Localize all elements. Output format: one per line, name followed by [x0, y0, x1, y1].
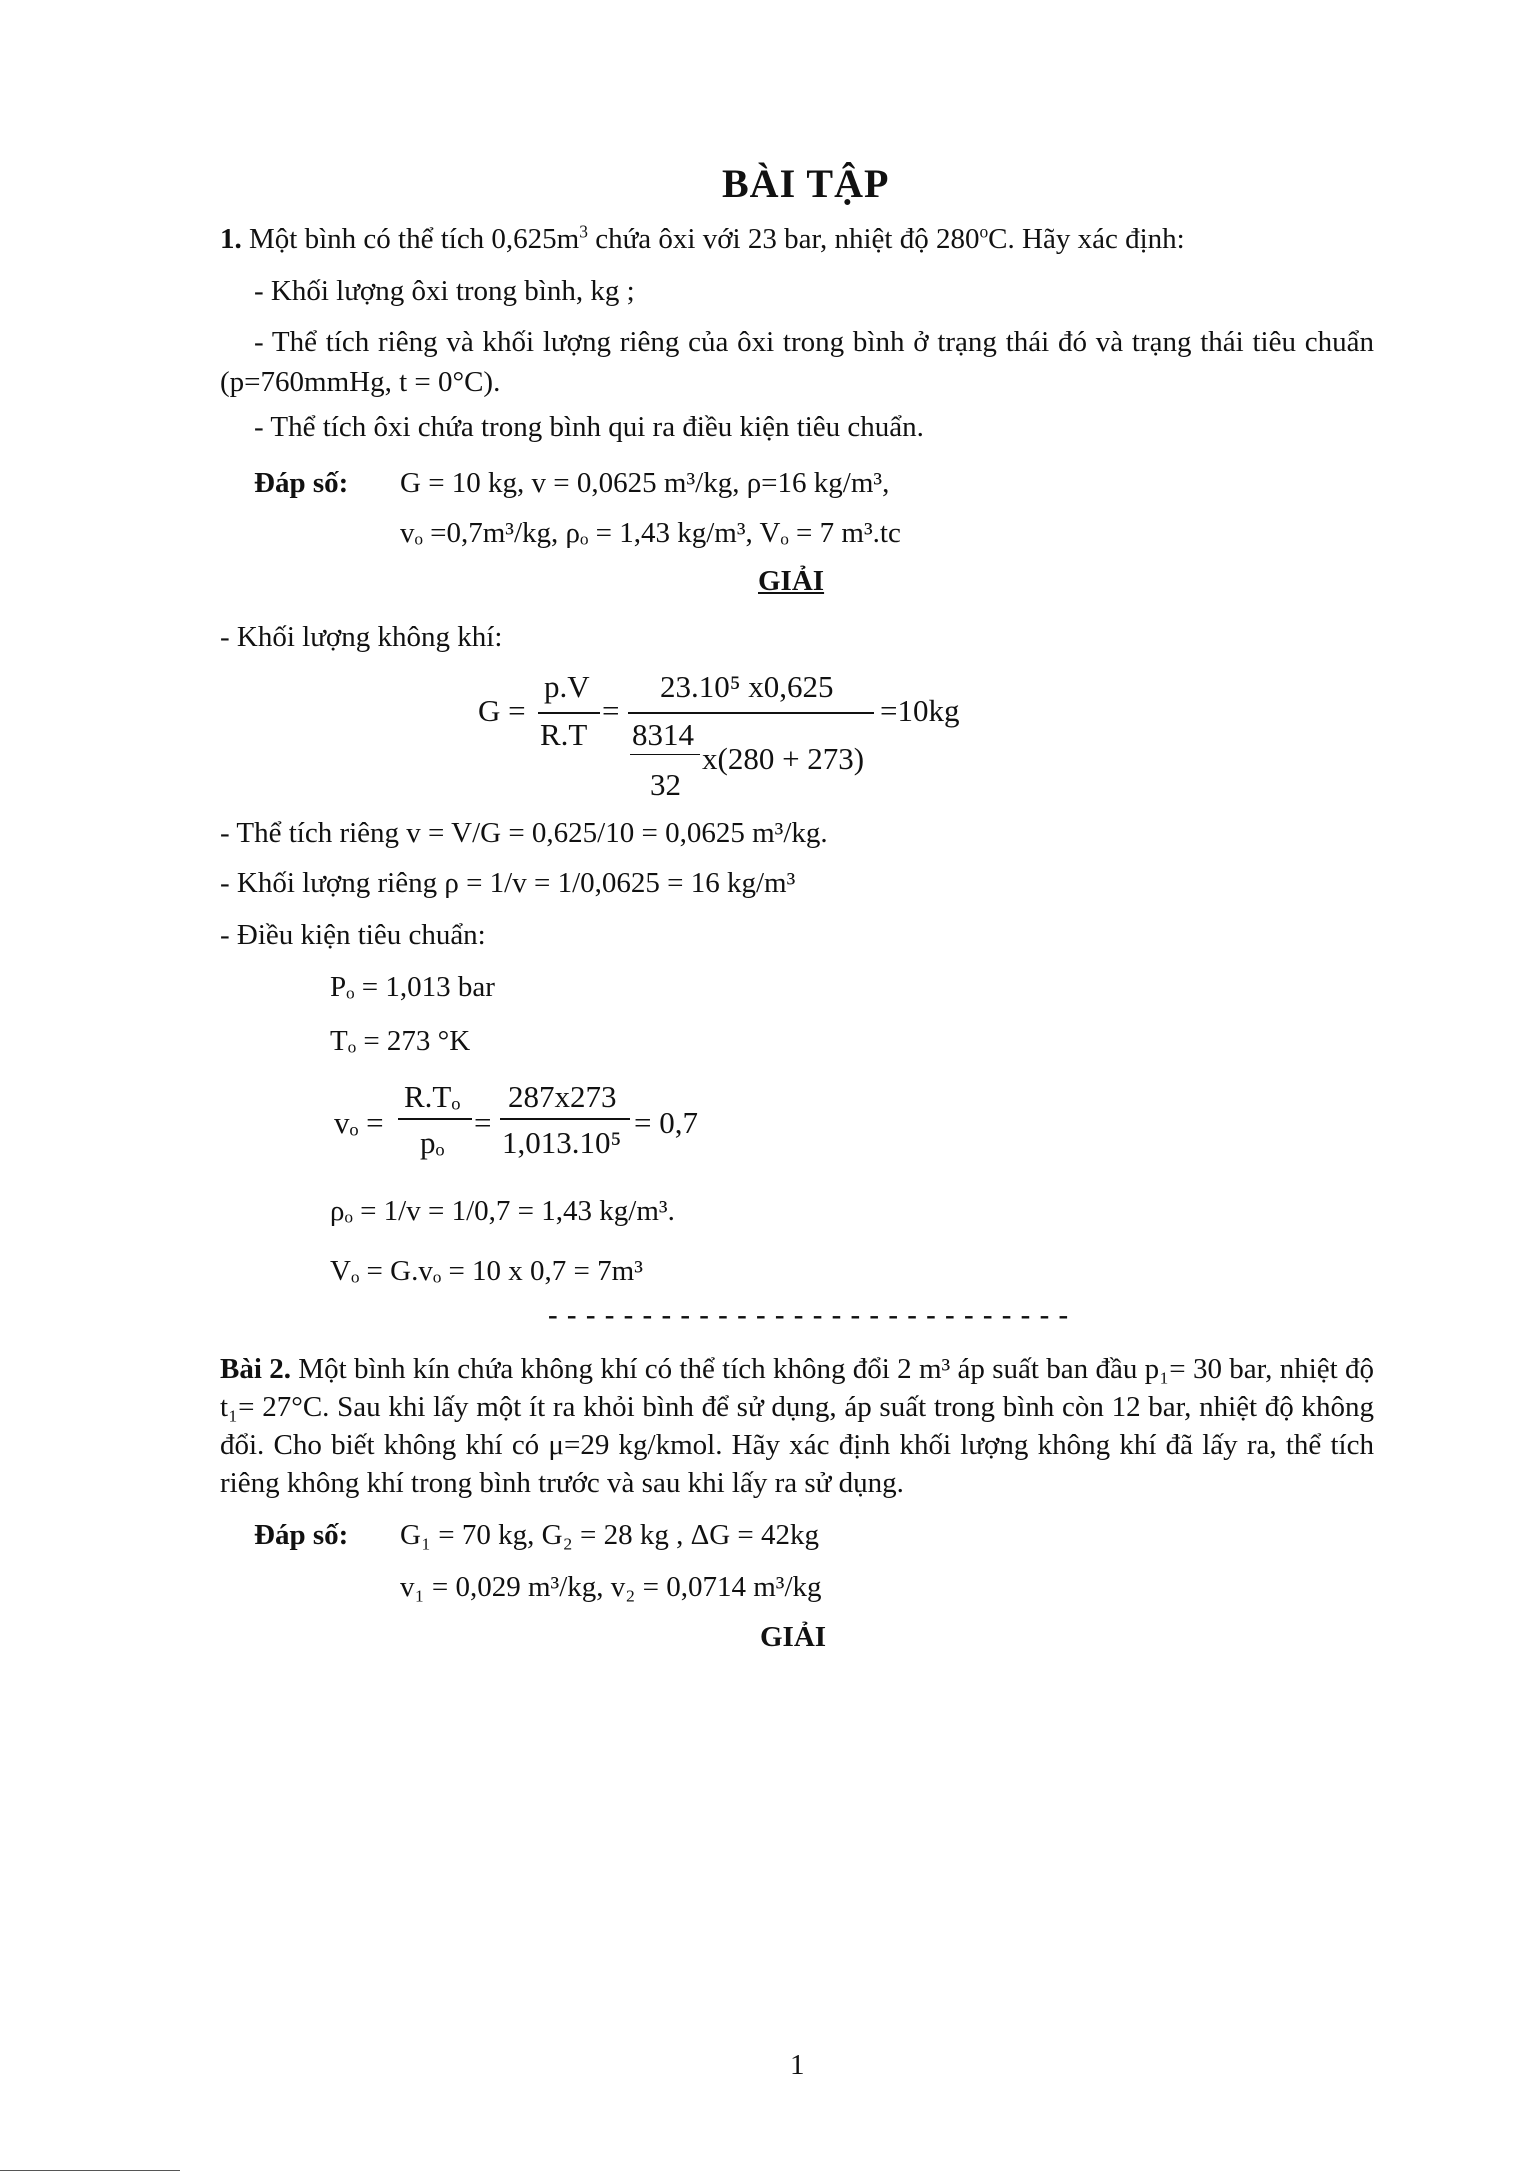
fraction-bar	[628, 712, 874, 714]
problem-1-statement: 1. Một bình có thể tích $0,625m^3$ chứa ôxi với 23 bar, nhiệt độ 280$^o$C. Hãy xác định:	[220, 221, 1185, 255]
problem-1-number: 1.	[220, 223, 242, 255]
eq-v0-numerator: R.Tₒ	[404, 1079, 461, 1114]
problem-2-label: Bài 2.	[220, 1353, 291, 1385]
standard-conditions-label: - Điều kiện tiêu chuẩn:	[220, 919, 486, 951]
answer-label-2: Đáp số:	[254, 1519, 349, 1551]
eq-v0-denominator: pₒ	[420, 1125, 445, 1160]
eq-g-temperature: x(280 + 273)	[702, 741, 865, 776]
problem-1-item-std-volume: - Thể tích ôxi chứa trong bình qui ra điều kiện tiêu chuẩn.	[254, 411, 924, 443]
specific-volume-line: - Thể tích riêng v = V/G = 0,625/10 = 0,0625 m³/kg.	[220, 817, 828, 849]
t0-line: Tₒ = 273 °K	[330, 1025, 471, 1057]
eq-g-numerator: p.V	[544, 669, 590, 704]
rho0-line: ρₒ = 1/v = 1/0,7 = 1,43 kg/m³.	[330, 1195, 675, 1227]
problem-1-item-volume: - Thể tích riêng và khối lượng riêng của ôxi trong bình ở trạng thái đó và trạng thái tiêu chuẩn (p=760mmHg, t = 0°C).	[220, 326, 1374, 398]
eq-g-equals: =	[602, 693, 620, 728]
answer-2-line-2: v₁ = 0,029 m³/kg, v₂ = 0,0714 m³/kg	[400, 1571, 822, 1603]
eq-g-result: =10kg	[880, 693, 960, 728]
eq-g-32: 32	[650, 767, 681, 802]
V0-line: Vₒ = G.vₒ = 10 x 0,7 = 7m³	[330, 1255, 643, 1287]
footer-rule	[0, 2170, 180, 2171]
density-line: - Khối lượng riêng ρ = 1/v = 1/0,0625 = 16 kg/m³	[220, 867, 796, 899]
fraction-bar	[630, 754, 700, 755]
eq-g-lhs: G =	[478, 693, 526, 728]
solution-heading: GIẢI	[758, 565, 825, 597]
eq-g-denominator: R.T	[540, 717, 588, 752]
eq-g-8314: 8314	[632, 717, 694, 752]
fraction-bar	[538, 712, 600, 714]
problem-2-statement: Bài 2. Một bình kín chứa không khí có thể tích không đổi 2 m³ áp suất ban đầu p₁= 30 bar, nhiệt độ t₁= 27°C. Sau khi lấy một ít ra khỏi bình để sử dụng, áp suất trong bình còn 12 bar, nhiệt độ không đổi. Cho biết không khí có μ=29 kg/kmol. Hãy xác định khối lượng không khí đã lấy ra, thể tích riêng không khí trong bình trước và sau khi lấy ra sử dụng.	[220, 1353, 1375, 1499]
p0-line: Pₒ = 1,013 bar	[330, 971, 495, 1003]
page-number: 1	[790, 2049, 805, 2081]
eq-v0-big-numerator: 287x273	[508, 1079, 617, 1114]
eq-v0-lhs: vₒ =	[334, 1105, 384, 1140]
eq-v0-big-denominator: 1,013.10⁵	[502, 1125, 622, 1160]
fraction-bar	[398, 1118, 472, 1120]
eq-v0-equals: =	[474, 1105, 492, 1140]
page-title: BÀI TẬP	[722, 161, 890, 206]
answer-line-1: G = 10 kg, v = 0,0625 m³/kg, ρ=16 kg/m³,	[400, 467, 890, 499]
eq-v0-result: = 0,7	[634, 1105, 698, 1140]
mass-label: - Khối lượng không khí:	[220, 621, 503, 653]
separator: - - - - - - - - - - - - - - - - - - - - - - - - - - - -	[548, 1299, 1070, 1331]
answer-label: Đáp số:	[254, 467, 349, 499]
problem-1-item-mass: - Khối lượng ôxi trong bình, kg ;	[254, 275, 635, 307]
eq-g-big-numerator: 23.10⁵ x0,625	[660, 669, 834, 704]
fraction-bar	[500, 1118, 630, 1120]
answer-line-2: vₒ =0,7m³/kg, ρₒ = 1,43 kg/m³, Vₒ = 7 m³.tc	[400, 517, 901, 549]
solution-heading-2: GIẢI	[760, 1621, 827, 1653]
answer-2-line-1: G₁ = 70 kg, G₂ = 28 kg , ΔG = 42kg	[400, 1519, 820, 1551]
